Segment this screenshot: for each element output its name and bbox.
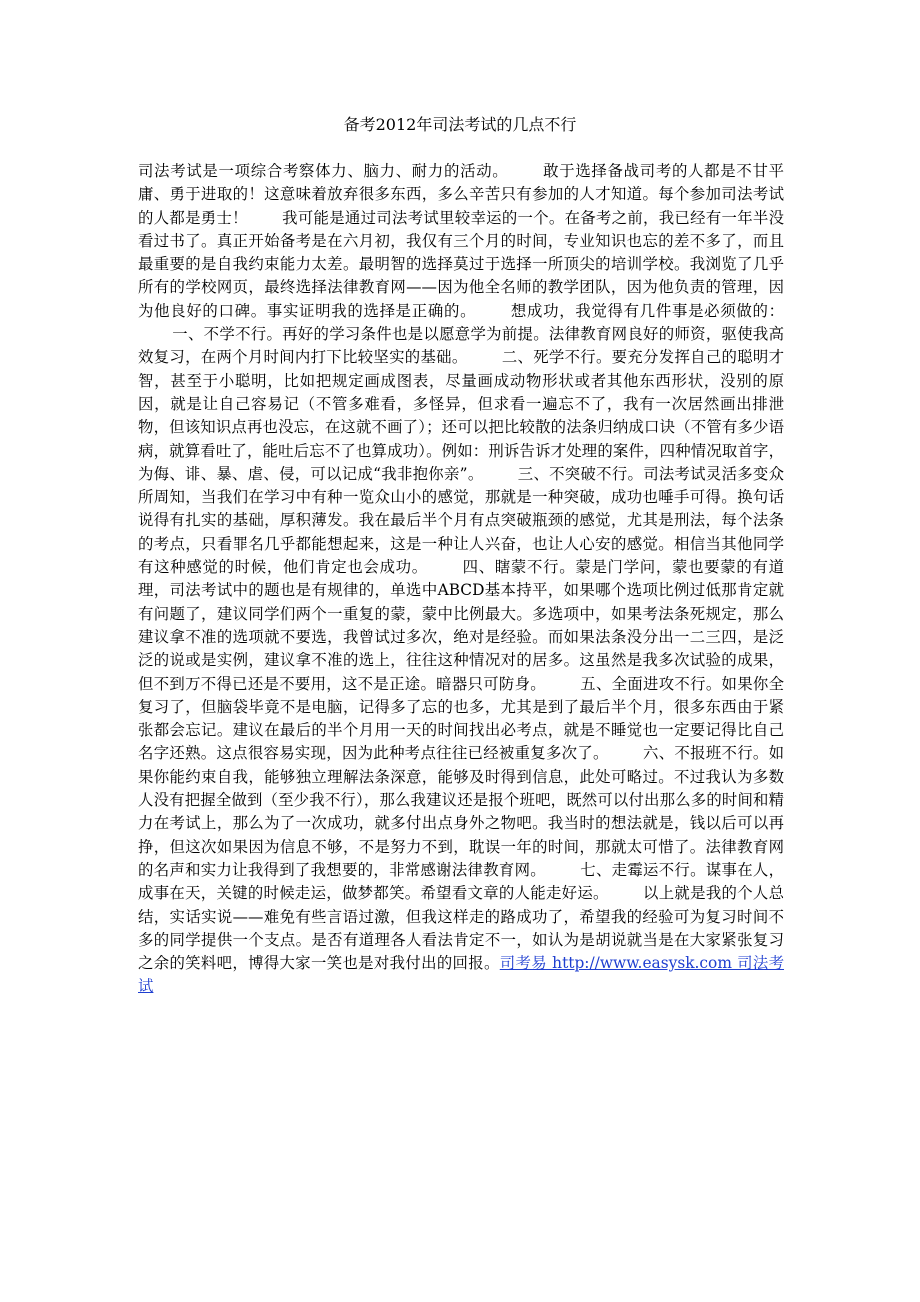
paragraph-point-1: 一、不学不行。再好的学习条件也是以愿意学为前提。法律教育网良好的师资，驱使我高效复习，在两个月时间内打下比较坚实的基础。 [138,325,784,367]
source-link[interactable]: 司考易 http://www.easysk.com 司法考试 [138,954,784,996]
paragraph-point-5: 五、全面进攻不行。如果你全复习了，但脑袋毕竟不是电脑，记得多了忘的也多，尤其是到了最后半个月，很多东西由于紧张都会忘记。建议在最后的半个月用一天的时间找出必考点，就是不睡觉也一定要记得比自己名字还熟。这点很容易实现，因为此种考点往往已经被重复多次了。 [138,674,784,763]
document-title: 备考2012年司法考试的几点不行 [343,115,577,134]
paragraph-conclusion: 以上就是我的个人总结，实话实说——难免有些言语过激，但我这样走的路成功了，希望我的经验可为复习时间不多的同学提供一个支点。是否有道理各人看法肯定不一，如认为是胡说就当是在大家紧张复习之余的笑料吧，博得大家一笑也是对我付出的回报。 [138,884,784,973]
paragraph-point-4: 四、瞎蒙不行。蒙是门学问，蒙也要蒙的有道理，司法考试中的题也是有规律的，单选中ABCD基本持平，如果哪个选项比例过低那肯定就有问题了，建议同学们两个一重复的蒙，蒙中比例最大。多选项中，如果考法条死规定，那么建议拿不准的选项就不要选，我曾试过多次，绝对是经验。而如果法条没分出一二三四，是泛泛的说或是实例，建议拿不准的选上，往往这种情况对的居多。这虽然是我多次试验的成果，但不到万不得已还是不要用，这不是正途。暗器只可防身。 [138,558,784,693]
paragraph-point-7: 七、走霉运不行。谋事在人，成事在天，关键的时候走运，做梦都笑。希望看文章的人能走好运。 [138,860,784,903]
paragraph-intro: 司法考试是一项综合考察体力、脑力、耐力的活动。 [138,162,509,180]
paragraph-courage: 敢于选择备战司考的人都是不甘平庸、勇于进取的！这意味着放弃很多东西，多么辛苦只有参加的人才知道。每个参加司法考试的人都是勇士！ [138,162,784,227]
paragraph-point-3: 三、不突破不行。司法考试灵活多变众所周知，当我们在学习中有种一览众山小的感觉，那就是一种突破，成功也唾手可得。换句话说得有扎实的基础，厚积薄发。我在最后半个月有点突破瓶颈的感觉，尤其是刑法，每个法条的考点，只看罪名几乎都能想起来，这是一种让人兴奋，也让人心安的感觉。相信当其他同学有这种感觉的时候，他们肯定也会成功。 [138,464,784,577]
paragraph-point-2: 二、死学不行。要充分发挥自己的聪明才智，甚至于小聪明，比如把规定画成图表，尽量画成动物形状或者其他东西形状，没别的原因，就是让自己容易记（不管多难看，多怪异，但求看一遍忘不了，我有一次居然画出排泄物，但该知识点再也没忘，在这就不画了）；还可以把比较散的法条归纳成口诀（不管有多少语病，就算看吐了，能吐后忘不了也算成功）。例如：刑诉告诉才处理的案件，四种情况取首字，为侮、诽、暴、虐、侵，可以记成“我非抱你亲”。 [138,348,784,483]
paragraph-point-6: 六、不报班不行。如果你能约束自我，能够独立理解法条深意，能够及时得到信息，此处可略过。不过我认为多数人没有把握全做到（至少我不行），那么我建议还是报个班吧，既然可以付出那么多的时间和精力在考试上，那么为了一次成功，就多付出点身外之物吧。我当时的想法就是，钱以后可以再挣，但这次如果因为信息不够，不是努力不到，耽误一年的时间，那就太可惜了。法律教育网的名声和实力让我得到了我想要的，非常感谢法律教育网。 [138,744,784,879]
paragraph-lead-in: 想成功，我觉得有几件事是必须做的： [510,301,784,320]
document-body [138,160,784,999]
paragraph-experience: 我可能是通过司法考试里较幸运的一个。在备考之前，我已经有一年半没看过书了。真正开始备考是在六月初，我仅有三个月的时间，专业知识也忘的差不多了，而且最重要的是自我约束能力太差。最明智的选择莫过于选择一所顶尖的培训学校。我浏览了几乎所有的学校网页，最终选择法律教育网——因为他全名师的教学团队，因为他负责的管理，因为他良好的口碑。事实证明我的选择是正确的。 [138,208,784,320]
